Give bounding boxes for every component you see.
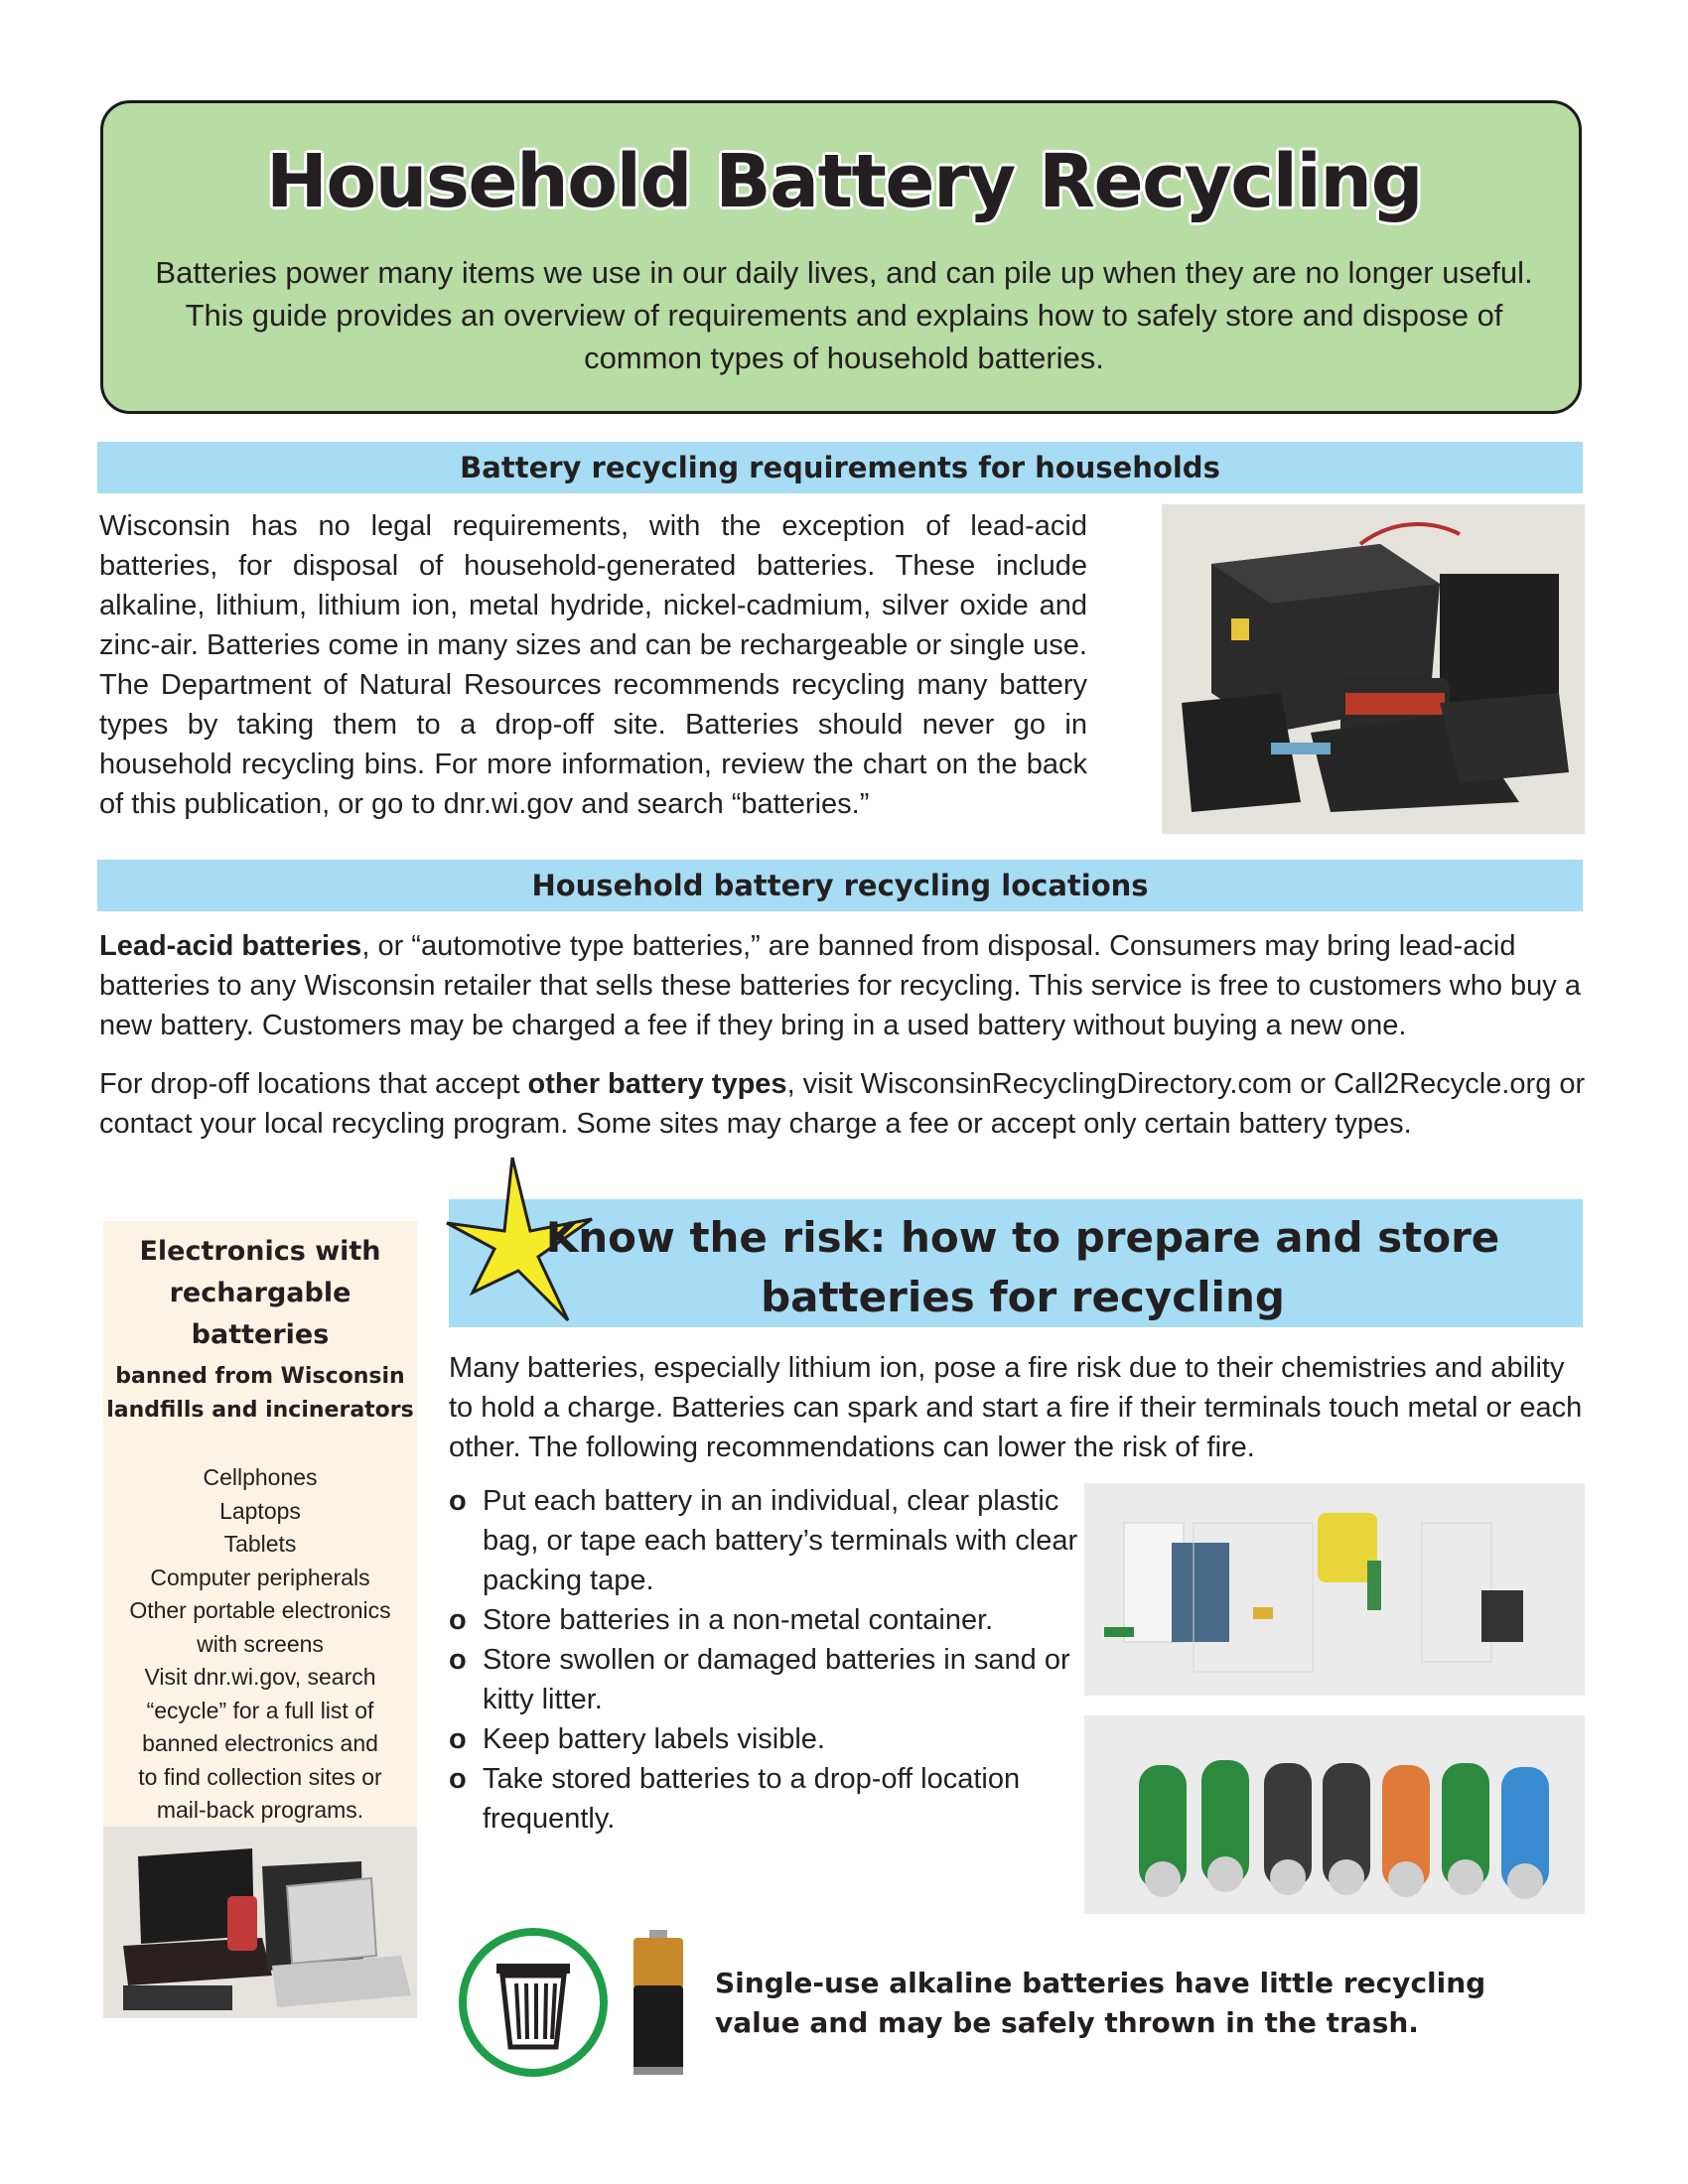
drop-off-start: For drop-off locations that accept xyxy=(99,1068,528,1100)
risk-heading-line: Know the risk: how to prepare and store xyxy=(545,1213,1500,1262)
sidebar-note-line: banned electronics and xyxy=(142,1730,378,1756)
tip-text: Take stored batteries to a drop-off location frequently. xyxy=(483,1763,1021,1835)
bullet: o xyxy=(449,1763,467,1795)
sidebar-item: Other portable electronics xyxy=(129,1597,391,1623)
page-title: Household Battery Recycling xyxy=(265,139,1423,224)
bagged-batteries-photo xyxy=(1084,1483,1585,1696)
tip-text: Store swollen or damaged batteries in sand or kitty litter. xyxy=(483,1644,1070,1715)
aa-batteries-photo xyxy=(1084,1715,1585,1914)
risk-tips-list xyxy=(449,1481,1084,1839)
lead-acid-bold: Lead-acid batteries xyxy=(99,930,362,962)
drop-off-rest: , visit WisconsinRecyclingDirectory.com or Call2Recycle.org or contact your local recycling program. Some sites may charge a fee or accept only certain battery types. xyxy=(99,1068,1586,1140)
drop-off-paragraph xyxy=(99,1064,1589,1144)
sidebar-list xyxy=(103,1461,417,1828)
sidebar-note-line: “ecycle” for a full list of xyxy=(146,1697,374,1723)
sidebar-item: Tablets xyxy=(223,1531,297,1557)
sidebar-item: with screens xyxy=(197,1630,324,1657)
sidebar-note-line: to find collection sites or xyxy=(138,1763,382,1790)
sidebar-note-line: mail-back programs. xyxy=(156,1797,364,1823)
risk-heading-line: batteries for recycling xyxy=(761,1273,1285,1321)
tip-text: Keep battery labels visible. xyxy=(483,1723,825,1755)
sidebar-item: Cellphones xyxy=(203,1464,318,1490)
trash-can-icon xyxy=(457,1926,610,2079)
risk-text: Many batteries, especially lithium ion, pose a fire risk due to their chemistries and ability to hold a charge. Batteries can spark and start a fire if their terminals touch metal or each other. The following recommendations can lower the risk of fire. xyxy=(449,1352,1583,1463)
requirements-heading: Battery recycling requirements for households xyxy=(97,442,1583,493)
bullet: o xyxy=(449,1485,467,1517)
sidebar-item: Computer peripherals xyxy=(150,1564,370,1590)
sidebar-item: Laptops xyxy=(219,1497,301,1524)
locations-heading: Household battery recycling locations xyxy=(97,860,1583,911)
batteries-photo xyxy=(1162,504,1585,834)
list-item xyxy=(449,1719,1084,1759)
tip-text: Put each battery in an individual, clear plastic bag, or tape each battery’s terminals with clear packing tape. xyxy=(483,1485,1078,1596)
bullet: o xyxy=(449,1604,467,1636)
bullet: o xyxy=(449,1723,467,1755)
electronics-photo xyxy=(103,1827,417,2018)
sidebar-subtitle: banned from Wisconsin landfills and incinerators xyxy=(106,1364,414,1423)
lead-acid-rest: , or “automotive type batteries,” are banned from disposal. Consumers may bring lead-acid batteries to any Wisconsin retailer that sells these batteries for recycling. This service is free to customers who buy a new battery. Customers may be charged a fee if they bring in a used battery without buying a new one. xyxy=(99,930,1581,1041)
list-item xyxy=(449,1481,1084,1600)
other-battery-types-bold: other battery types xyxy=(527,1068,787,1100)
lead-acid-paragraph xyxy=(99,926,1589,1045)
requirements-text: Wisconsin has no legal requirements, with the exception of lead-acid batteries, for disposal of household-generated batteries. These include alkaline, lithium, lithium ion, metal hydride, nickel-cadmium, silver oxide and zinc-air. Batteries come in many sizes and can be rechargeable or single use. The Department of Natural Resources recommends recycling many battery types by taking them to a drop-off site. Batteries should never go in household recycling bins. For more information, review the chart on the back of this publication, or go to dnr.wi.gov and search “batteries.” xyxy=(99,510,1087,820)
risk-heading xyxy=(506,1208,1539,1327)
tip-text: Store batteries in a non-metal container. xyxy=(483,1604,994,1636)
sidebar-title: Electronics with rechargable batteries xyxy=(139,1236,381,1350)
bullet: o xyxy=(449,1644,467,1676)
list-item xyxy=(449,1640,1084,1719)
alkaline-battery-icon xyxy=(630,1930,687,2075)
list-item xyxy=(449,1600,1084,1640)
alkaline-note: Single-use alkaline batteries have little recycling value and may be safely thrown in the trash. xyxy=(715,1967,1486,2039)
list-item xyxy=(449,1759,1084,1839)
sidebar-note-line: Visit dnr.wi.gov, search xyxy=(144,1664,376,1690)
intro-text: Batteries power many items we use in our daily lives, and can pile up when they are no longer useful. This guide provides an overview of requirements and explains how to safely store and dispose of common types of household batteries. xyxy=(155,255,1533,375)
